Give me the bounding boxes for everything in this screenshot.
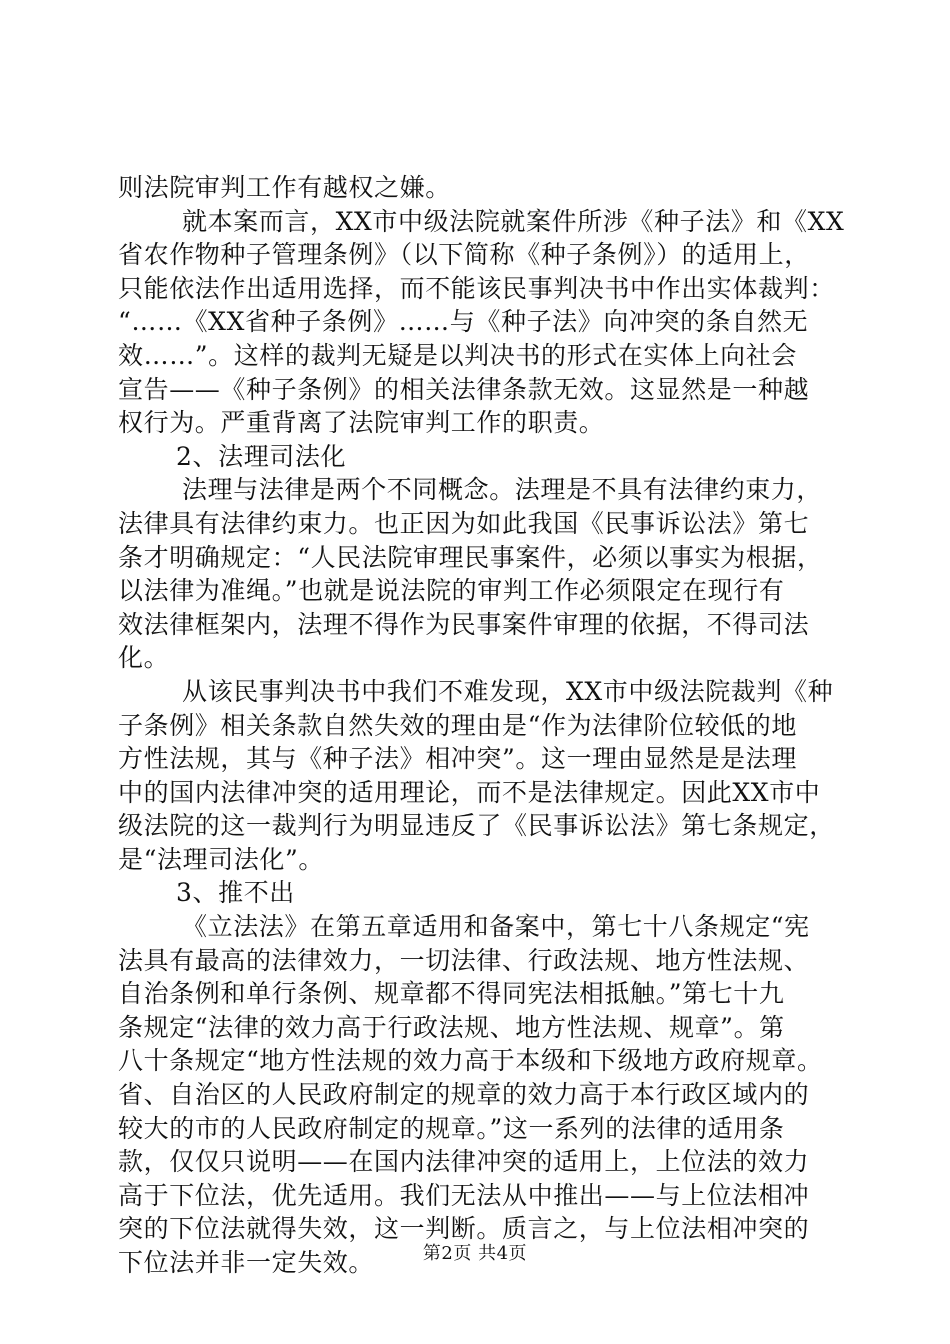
text-line: 就本案而言，XX市中级法院就案件所涉《种子法》和《XX [182,206,845,236]
text-line: 法律具有法律约束力。也正因为如此我国《民事诉讼法》第七 [118,508,810,538]
text-line: 化。 [118,643,170,673]
text-line: 条规定“法律的效力高于行政法规、地方性法规、规章”。第 [118,1012,785,1042]
text-line: 中的国内法律冲突的适用理论，而不是法律规定。因此XX市中 [118,777,821,807]
text-line: 省、自治区的人民政府制定的规章的效力高于本行政区域内的 [118,1080,810,1110]
text-line: 效……”。这样的裁判无疑是以判决书的形式在实体上向社会 [118,340,797,370]
text-line: 是“法理司法化”。 [118,844,324,874]
text-line: 款，仅仅只说明——在国内法律冲突的适用上，上位法的效力 [118,1147,810,1177]
text-line: 条才明确规定：“人民法院审理民事案件，必须以事实为根据， [118,542,823,572]
text-line: 《立法法》在第五章适用和备案中，第七十八条规定“宪 [182,912,810,942]
text-line: 从该民事判决书中我们不难发现，XX市中级法院裁判《种 [182,676,834,706]
text-line: 以法律为准绳。”也就是说法院的审判工作必须限定在现行有 [118,576,785,606]
text-line: 级法院的这一裁判行为明显违反了《民事诉讼法》第七条规定， [118,811,835,841]
text-line: “……《XX省种子条例》……与《种子法》向冲突的条自然无 [118,307,809,337]
text-line: 3、推不出 [176,878,295,908]
text-line: 则法院审判工作有越权之嫌。 [118,173,451,202]
text-line: 八十条规定“地方性法规的效力高于本级和下级地方政府规章。 [118,1046,823,1076]
text-line: 较大的市的人民政府制定的规章。”这一系列的法律的适用条 [118,1113,785,1143]
text-line: 法理与法律是两个不同概念。法理是不具有法律约束力， [182,475,823,505]
text-line: 宣告——《种子条例》的相关法律条款无效。这显然是一种越 [118,374,810,404]
text-line: 方性法规，其与《种子法》相冲突”。这一理由显然是是法理 [118,744,797,774]
text-line: 子条例》相关条款自然失效的理由是“作为法律阶位较低的地 [118,710,797,740]
text-line: 高于下位法，优先适用。我们无法从中推出——与上位法相冲 [118,1180,810,1210]
text-line: 2、法理司法化 [176,441,347,471]
text-line: 下位法并非一定失效。 [118,1248,375,1277]
text-line: 自治条例和单行条例、规章都不得同宪法相抵触。”第七十九 [118,979,785,1009]
text-line: 省农作物种子管理条例》（以下简称《种子条例》）的适用上， [118,240,810,270]
text-line: 效法律框架内，法理不得作为民事案件审理的依据，不得司法 [118,609,810,639]
text-line: 突的下位法就得失效，这一判断。质言之，与上位法相冲突的 [118,1214,810,1244]
text-line: 法具有最高的法律效力，一切法律、行政法规、地方性法规、 [118,945,810,975]
text-line: 权行为。严重背离了法院审判工作的职责。 [118,408,605,438]
text-line: 只能依法作出适用选择，而不能该民事判决书中作出实体裁判： [118,273,835,303]
page-footer: 第2页 共4页 [422,1243,528,1264]
document-body [118,171,845,1280]
